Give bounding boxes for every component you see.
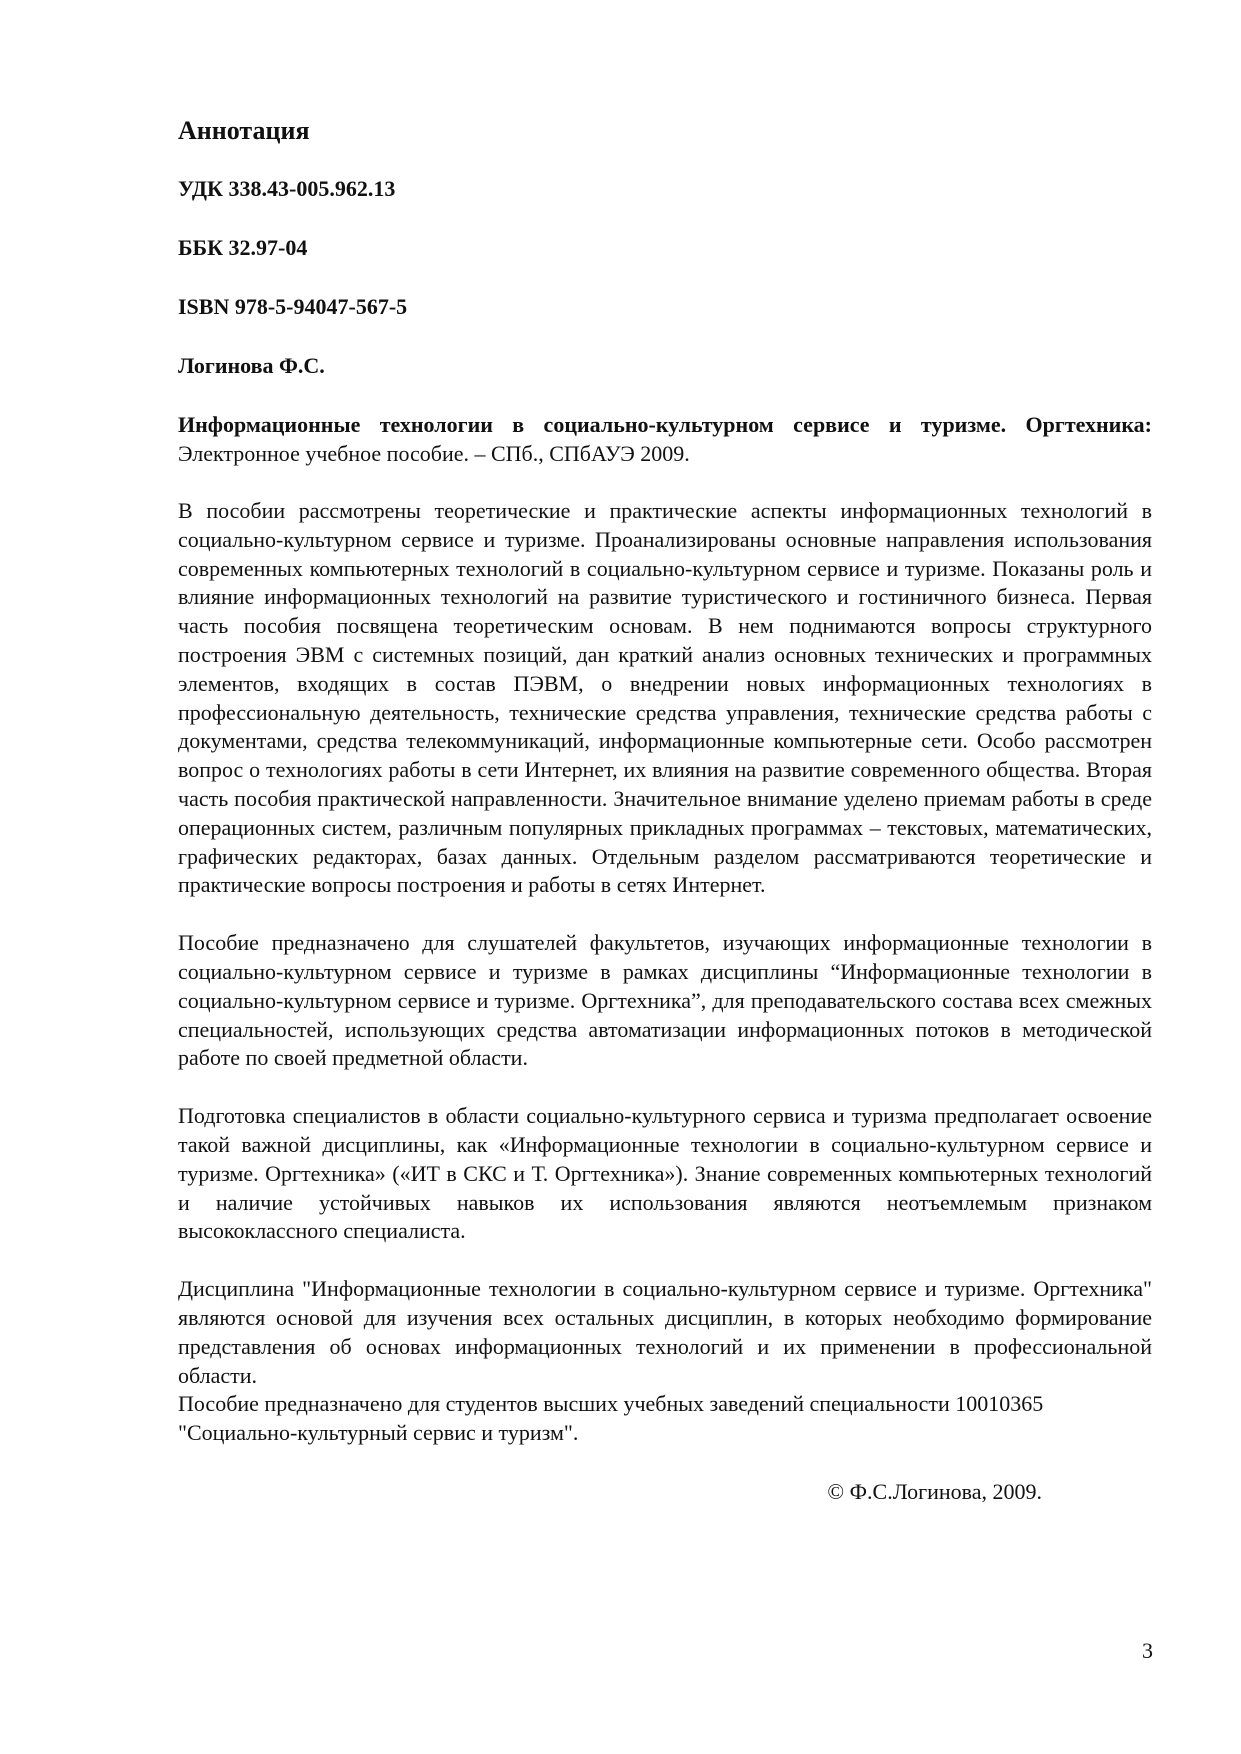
page-number: 3: [1142, 1638, 1153, 1663]
paragraph-overview: В пособии рассмотрены теоретические и практические аспекты информационных технологий в социально-культурном сервисе и туризме. Проанализированы основные направления использования современных компьютерных технологий в социально-культурном сервисе и туризме. Показаны роль и влияние информационных технологий на развитие туристического и гостиничного бизнеса. Первая часть пособия посвящена теоретическим основам. В нем поднимаются вопросы структурного построения ЭВМ с системных позиций, дан краткий анализ основных технических и программных элементов, входящих в состав ПЭВМ, о внедрении новых информационных технологиях в профессиональную деятельность, технические средства управления, технические средства работы с документами, средства телекоммуникаций, информационные компьютерные сети. Особо рассмотрен вопрос о технологиях работы в сети Интернет, их влияния на развитие современного общества. Вторая часть пособия практической направленности. Значительное внимание уделено приемам работы в среде операционных систем, различным популярных прикладных программах – текстовых, математических, графических редакторах, базах данных. Отдельным разделом рассматриваются теоретические и практические вопросы построения и работы в сетях Интернет.: [178, 498, 1152, 898]
udk-code: УДК 338.43-005.962.13: [178, 176, 396, 201]
bibliographic-entry: [178, 410, 1152, 468]
isbn-code: ISBN 978-5-94047-567-5: [178, 294, 408, 319]
copyright-notice: © Ф.С.Логинова, 2009.: [827, 1478, 1042, 1504]
bbk-code: ББК 32.97-04: [178, 235, 308, 260]
bibliographic-details: Электронное учебное пособие. – СПб., СПбАУЭ 2009.: [178, 441, 690, 466]
annotation-title: Аннотация: [178, 116, 310, 145]
paragraph-intended-students: Пособие предназначено для студентов высших учебных заведений специальности 10010365 "Социально-культурный сервис и туризм".: [178, 1391, 1044, 1446]
paragraph-audience: Пособие предназначено для слушателей факультетов, изучающих информационные технологии в социально-культурном сервисе и туризме в рамках дисциплины “Информационные технологии в социально-культурном сервисе и туризме. Оргтехника”, для преподавательского состава всех смежных специальностей, использующих средства автоматизации информационных потоков в методической работе по своей предметной области.: [178, 930, 1152, 1071]
paragraph-discipline: Дисциплина "Информационные технологии в социально-культурном сервисе и туризме. Оргтехника" являются основой для изучения всех остальных дисциплин, в которых необходимо формирование представления об основах информационных технологий и их применении в профессиональной области.: [178, 1276, 1152, 1388]
paragraph-training: Подготовка специалистов в области социально-культурного сервиса и туризма предполагает освоение такой важной дисциплины, как «Информационные технологии в социально-культурном сервисе и туризме. Оргтехника» («ИТ в СКС и Т. Оргтехника»). Знание современных компьютерных технологий и наличие устойчивых навыков их использования являются неотъемлемым признаком высококлассного специалиста.: [178, 1103, 1152, 1244]
author-name: Логинова Ф.С.: [178, 353, 325, 378]
document-page: [178, 112, 1152, 1507]
bibliographic-title: Информационные технологии в социально-культурном сервисе и туризме. Оргтехника:: [178, 412, 1152, 437]
